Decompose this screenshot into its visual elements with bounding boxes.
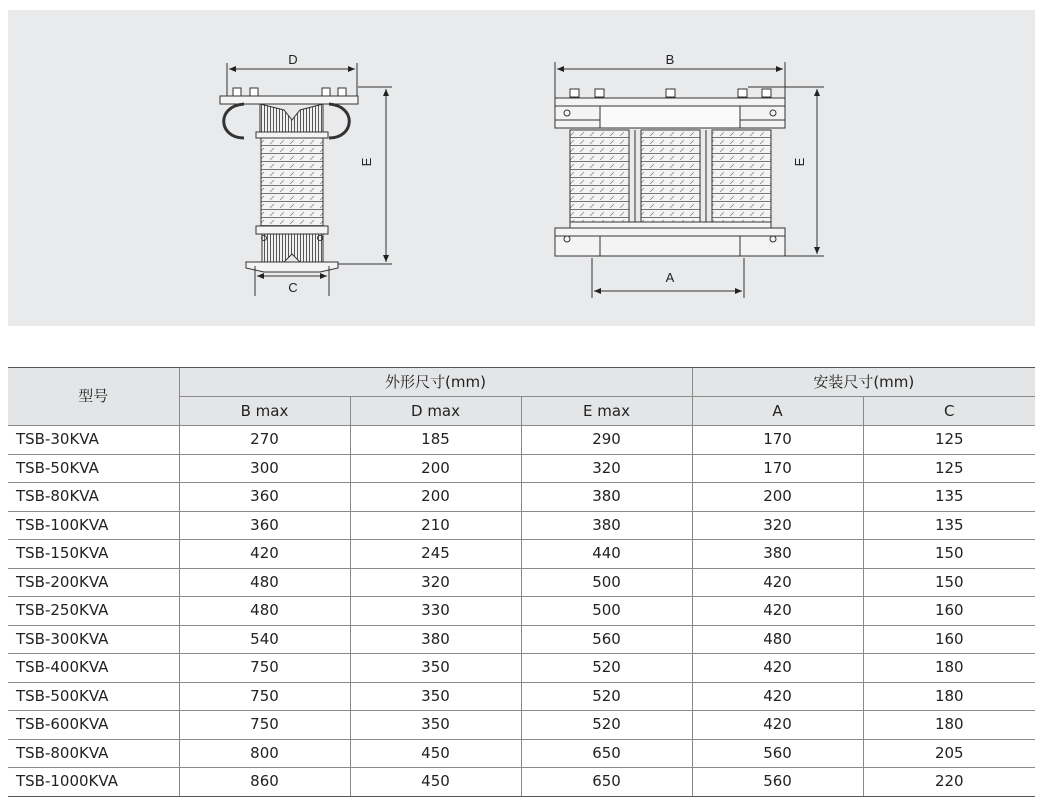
d-max-cell: 450 [350,768,521,797]
model-cell: TSB-250KVA [8,597,179,626]
d-max-cell: 320 [350,568,521,597]
c-cell: 150 [863,568,1035,597]
c-cell: 220 [863,768,1035,797]
b-max-cell: 860 [179,768,350,797]
c-cell: 135 [863,483,1035,512]
model-cell: TSB-300KVA [8,625,179,654]
model-cell: TSB-150KVA [8,540,179,569]
a-cell: 420 [692,654,863,683]
c-cell: 180 [863,682,1035,711]
d-max-cell: 245 [350,540,521,569]
e-max-cell: 650 [521,768,692,797]
dimension-drawing [8,10,1035,326]
e-max-cell: 320 [521,454,692,483]
d-max-cell: 450 [350,739,521,768]
a-cell: 170 [692,454,863,483]
table-row [8,511,1035,540]
column-header-c: C [863,397,1035,426]
a-cell: 420 [692,568,863,597]
d-max-cell: 200 [350,454,521,483]
c-cell: 125 [863,426,1035,455]
model-cell: TSB-50KVA [8,454,179,483]
model-cell: TSB-30KVA [8,426,179,455]
e-max-cell: 650 [521,739,692,768]
c-cell: 150 [863,540,1035,569]
table-row [8,540,1035,569]
b-max-cell: 750 [179,682,350,711]
a-cell: 380 [692,540,863,569]
a-cell: 480 [692,625,863,654]
model-cell: TSB-600KVA [8,711,179,740]
table-row [8,454,1035,483]
a-cell: 420 [692,597,863,626]
model-header: 型号 [8,368,179,426]
a-cell: 320 [692,511,863,540]
c-cell: 205 [863,739,1035,768]
b-max-cell: 270 [179,426,350,455]
a-cell: 420 [692,711,863,740]
table-row [8,739,1035,768]
b-max-cell: 480 [179,597,350,626]
table-row [8,654,1035,683]
label-a: A [665,270,675,285]
d-max-cell: 350 [350,682,521,711]
transformer-drawing-panel [8,10,1035,326]
b-max-cell: 420 [179,540,350,569]
column-header-a: A [692,397,863,426]
e-max-cell: 520 [521,711,692,740]
b-max-cell: 360 [179,483,350,512]
table-body [8,426,1035,797]
b-max-cell: 360 [179,511,350,540]
table-row [8,711,1035,740]
b-max-cell: 300 [179,454,350,483]
e-max-cell: 500 [521,597,692,626]
label-d: D [288,52,298,67]
model-cell: TSB-500KVA [8,682,179,711]
front-view [555,62,824,298]
d-max-cell: 330 [350,597,521,626]
d-max-cell: 185 [350,426,521,455]
side-view [220,63,392,296]
a-cell: 170 [692,426,863,455]
a-cell: 420 [692,682,863,711]
table-row [8,625,1035,654]
table-row [8,682,1035,711]
model-cell: TSB-400KVA [8,654,179,683]
e-max-cell: 500 [521,568,692,597]
e-max-cell: 290 [521,426,692,455]
model-cell: TSB-800KVA [8,739,179,768]
label-c: C [288,280,298,295]
dimension-table [8,367,1035,797]
model-cell: TSB-80KVA [8,483,179,512]
c-cell: 160 [863,625,1035,654]
table-row [8,483,1035,512]
column-header-d-max: D max [350,397,521,426]
table-row [8,568,1035,597]
e-max-cell: 380 [521,511,692,540]
e-max-cell: 560 [521,625,692,654]
table-row [8,768,1035,797]
column-header-b-max: B max [179,397,350,426]
e-max-cell: 380 [521,483,692,512]
column-header-e-max: E max [521,397,692,426]
model-cell: TSB-100KVA [8,511,179,540]
d-max-cell: 380 [350,625,521,654]
outer-dimensions-header: 外形尺寸(mm) [179,368,692,397]
d-max-cell: 210 [350,511,521,540]
e-max-cell: 520 [521,654,692,683]
mounting-dimensions-header: 安装尺寸(mm) [692,368,1035,397]
model-cell: TSB-1000KVA [8,768,179,797]
e-max-cell: 440 [521,540,692,569]
d-max-cell: 350 [350,711,521,740]
a-cell: 560 [692,768,863,797]
b-max-cell: 800 [179,739,350,768]
b-max-cell: 540 [179,625,350,654]
b-max-cell: 750 [179,711,350,740]
c-cell: 160 [863,597,1035,626]
table-row [8,426,1035,455]
c-cell: 125 [863,454,1035,483]
e-max-cell: 520 [521,682,692,711]
label-b: B [665,52,675,67]
label-e-front: E [792,157,807,167]
d-max-cell: 200 [350,483,521,512]
b-max-cell: 750 [179,654,350,683]
c-cell: 180 [863,711,1035,740]
a-cell: 560 [692,739,863,768]
a-cell: 200 [692,483,863,512]
d-max-cell: 350 [350,654,521,683]
label-e-side: E [359,157,374,167]
table-row [8,597,1035,626]
c-cell: 135 [863,511,1035,540]
b-max-cell: 480 [179,568,350,597]
c-cell: 180 [863,654,1035,683]
model-cell: TSB-200KVA [8,568,179,597]
